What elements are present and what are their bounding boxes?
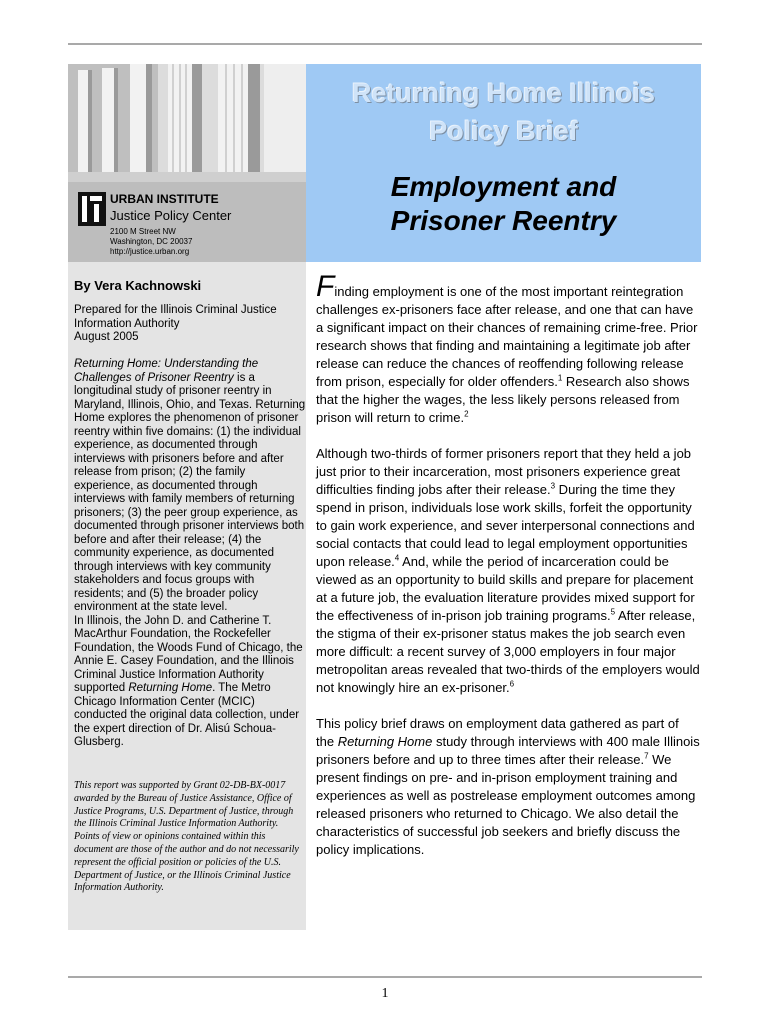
- study-description: Returning Home: Understanding the Challenges of Prisoner Reentry is a longitudinal study of prisoner reentry in Maryland, Illinois, Ohio, and Texas. Returning Home explores the phenomenon of prisoner reentry within five domains: (1) the individual experience, as documented through interviews with prisoners before and after release from prison; (2) the family experience, as documented through interviews with family members of returning prisoners; (3) the peer group experience, as documented through prisoner interviews both before and after their release; (4) the community experience, as documented through interviews with key community stakeholders and focus groups with residents; and (5) the broader policy environment at the state level. In Illinois, the John D. and Catherine T. MacArthur Foundation, the Rockefeller Foundation, the Woods Fund of Chicago, the Annie E. Casey Foundation, and the Illinois Criminal Justice Information Authority supported Returning Home. The Metro Chicago Information Center (MCIC) conducted the original data collection, under the expert direction of Dr. Alisú Schoua-Glusberg.: [74, 358, 306, 748]
- page-number: 1: [381, 986, 389, 1001]
- prepared-for: Prepared for the Illinois Criminal Justice Information Authority August 2005: [74, 304, 277, 343]
- institute-box: [68, 182, 306, 262]
- courthouse-columns-image: [68, 64, 306, 182]
- paragraph-2: Although two-thirds of former prisoners report that they held a job just prior to their incarceration, most prisoners experience great difficulties finding jobs after their release.$^3$ During the time they spend in prison, individuals lose work skills, forfeit the opportunity to gain work experience, and sever interpersonal connections and social contacts that could lead to legal employment opportunities upon release.$^4$ And, while the period of incarceration could be viewed as an opportunity to build skills and prepare for placement at a future job, the evaluation literature provides mixed support for the effectiveness of in-prison job training programs.$^5$ After release, the stigma of their ex-prisoner status makes the job search even more difficult: a recent survey of 3,000 employers in four major metropolitan areas revealed that two-thirds of the employers would not knowingly hire an ex-prisoner.$^6$: [316, 446, 700, 695]
- drop-cap: F: [316, 270, 335, 303]
- sidebar: [68, 262, 306, 930]
- urban-institute-logo: [78, 192, 106, 226]
- paragraph-1: Finding employment is one of the most important reintegration challenges ex-prisoners face after release, and one that can have a significant impact on their chances of remaining crime-free. Prior research shows that finding and maintaining a legitimate job after release can reduce the chances of reoffending following release from prison, especially for older offenders.$^1$ Research also shows that the higher the wages, the less likely persons released from prison will return to crime.$^2$: [316, 270, 698, 425]
- grant-disclaimer: This report was supported by Grant 02-DB-BX-0017 awarded by the Bureau of Justice Assistance, Office of Justice Programs, U.S. Department of Justice, through the Illinois Criminal Justice Information Authority. Points of view or opinions contained within this document are those of the author and do not necessarily represent the official position or policies of the U.S. Department of Justice, or the Illinois Criminal Justice Information Authority.: [74, 780, 299, 894]
- main-text: [316, 270, 700, 877]
- title-box: [306, 64, 701, 262]
- center-name: Justice Policy Center: [110, 208, 232, 223]
- paragraph-3: This policy brief draws on employment data gathered as part of the Returning Home study through interviews with 400 male Illinois prisoners before and up to three times after their release.$^7$ We present findings on pre- and in-prison employment training and experiences as well as postrelease employment outcomes among released prisoners who returned to Chicago. We also detail the characteristics of successful job seekers and briefly discuss the policy implications.: [316, 716, 700, 857]
- top-rule: [68, 43, 702, 45]
- institute-name: URBAN INSTITUTE: [110, 192, 219, 206]
- series-title: Returning Home Illinois Policy Brief: [351, 78, 655, 146]
- author-byline: By Vera Kachnowski: [74, 278, 202, 293]
- institute-address: 2100 M Street NW Washington, DC 20037 http://justice.urban.org: [110, 227, 193, 256]
- bottom-rule: [68, 976, 702, 978]
- brief-title: Employment and Prisoner Reentry: [390, 171, 617, 236]
